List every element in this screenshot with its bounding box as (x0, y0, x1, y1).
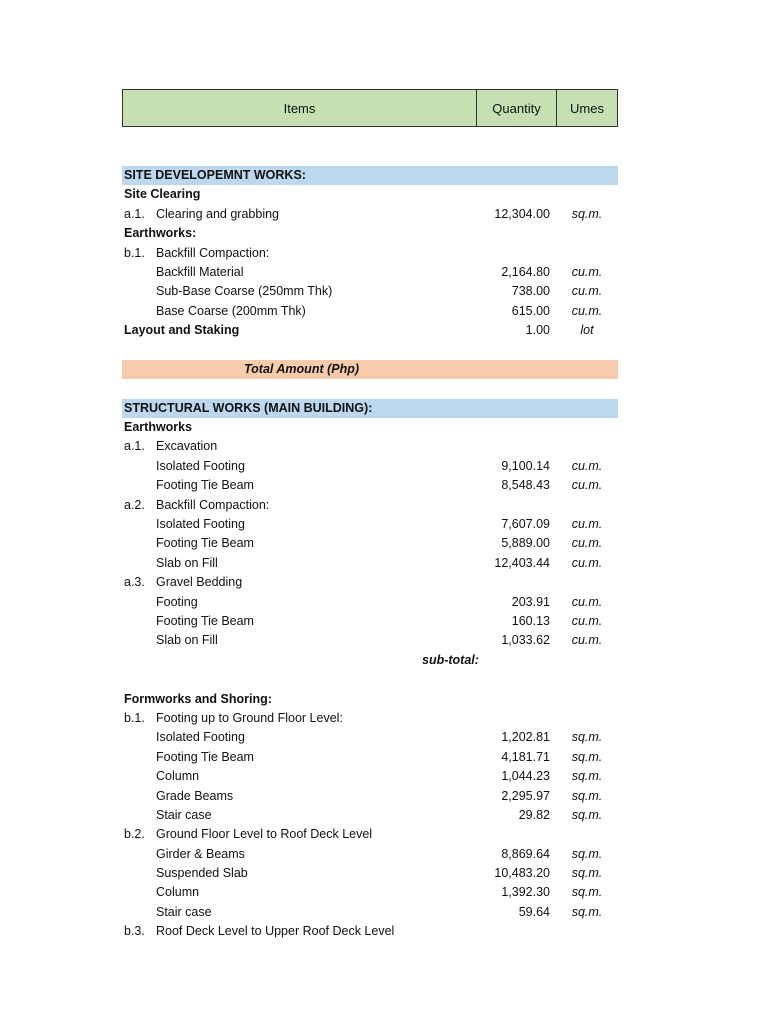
item-label: Isolated Footing (156, 517, 245, 532)
item-row (122, 748, 618, 767)
bill-of-quantities (122, 166, 618, 942)
item-code: b.2. (124, 827, 145, 842)
header-items: Items (123, 90, 477, 126)
item-label: Clearing and grabbing (156, 206, 280, 221)
item-row (122, 282, 618, 301)
item-row (122, 612, 618, 631)
item-quantity: 8,869.64 (501, 846, 550, 861)
header-quantity: Quantity (477, 90, 557, 126)
item-row (122, 496, 618, 515)
item-code: a.2. (124, 497, 145, 512)
item-label: Footing Tie Beam (156, 478, 254, 493)
item-row (122, 437, 618, 456)
item-quantity: 1,202.81 (501, 730, 550, 745)
item-label: Gravel Bedding (156, 575, 243, 590)
item-unit: cu.m. (571, 284, 603, 299)
item-label: Ground Floor Level to Roof Deck Level (156, 827, 373, 842)
item-row (122, 864, 618, 883)
item-unit: sq.m. (571, 769, 603, 784)
item-code: a.1. (124, 206, 145, 221)
item-unit: sq.m. (571, 846, 603, 861)
item-label: Total Amount (Php) (244, 361, 360, 376)
item-label: Backfill Material (156, 264, 244, 279)
item-row (122, 515, 618, 534)
item-row (122, 244, 618, 263)
item-row (122, 534, 618, 553)
item-label: Stair case (156, 904, 212, 919)
section-row (122, 399, 618, 418)
item-label: Footing (156, 594, 198, 609)
item-label: Isolated Footing (156, 458, 245, 473)
item-quantity: 203.91 (511, 594, 550, 609)
table-header (122, 89, 618, 127)
blank-row (122, 341, 618, 360)
item-label: Footing Tie Beam (156, 613, 254, 628)
item-code: b.3. (124, 924, 145, 939)
item-label: Column (156, 885, 200, 900)
item-unit: cu.m. (571, 478, 603, 493)
total-row (122, 360, 618, 379)
item-unit: cu.m. (571, 264, 603, 279)
heading-row (122, 224, 618, 243)
item-unit: cu.m. (571, 517, 603, 532)
item-unit: sq.m. (571, 730, 603, 745)
item-row (122, 767, 618, 786)
item-quantity: 12,304.00 (494, 206, 550, 221)
item-label: Earthworks (124, 420, 193, 435)
item-unit: cu.m. (571, 613, 603, 628)
heading-row (122, 690, 618, 709)
item-row (122, 787, 618, 806)
item-label: Earthworks: (124, 226, 197, 241)
item-label: Site Clearing (124, 187, 201, 202)
item-unit: sq.m. (571, 807, 603, 822)
item-label: Formworks and Shoring: (124, 691, 272, 706)
item-row (122, 825, 618, 844)
item-unit: sq.m. (571, 788, 603, 803)
item-label: Grade Beams (156, 788, 234, 803)
item-quantity: 615.00 (511, 303, 550, 318)
item-label: Girder & Beams (156, 846, 245, 861)
item-unit: cu.m. (571, 633, 603, 648)
item-label: Suspended Slab (156, 866, 248, 881)
item-row (122, 263, 618, 282)
item-label: Roof Deck Level to Upper Roof Deck Level (156, 924, 395, 939)
item-label: Backfill Compaction: (156, 245, 270, 260)
item-code: a.1. (124, 439, 145, 454)
item-unit: cu.m. (571, 458, 603, 473)
item-label: Stair case (156, 807, 212, 822)
item-unit: sq.m. (571, 866, 603, 881)
section-row (122, 166, 618, 185)
item-quantity: 1,044.23 (501, 769, 550, 784)
item-unit: cu.m. (571, 594, 603, 609)
item-quantity: 2,164.80 (501, 264, 550, 279)
item-label: Footing up to Ground Floor Level: (156, 710, 343, 725)
item-row (122, 806, 618, 825)
item-quantity: 10,483.20 (494, 866, 550, 881)
item-row (122, 728, 618, 747)
item-unit: sq.m. (571, 749, 603, 764)
item-unit: sq.m. (571, 206, 603, 221)
header-umes: Umes (570, 100, 604, 116)
item-label: sub-total: (422, 652, 479, 667)
item-quantity: 59.64 (518, 904, 550, 919)
item-quantity: 738.00 (511, 284, 550, 299)
item-quantity: 9,100.14 (501, 458, 550, 473)
item-quantity: 5,889.00 (501, 536, 550, 551)
item-quantity: 2,295.97 (501, 788, 550, 803)
item-quantity: 4,181.71 (501, 749, 550, 764)
item-label: Base Coarse (200mm Thk) (156, 303, 306, 318)
item-label: Layout and Staking (124, 323, 240, 338)
item-row (122, 302, 618, 321)
subtotal-row (122, 651, 618, 670)
item-label: Footing Tie Beam (156, 749, 254, 764)
item-row (122, 883, 618, 902)
item-row (122, 476, 618, 495)
item-row (122, 903, 618, 922)
item-unit: sq.m. (571, 904, 603, 919)
item-row (122, 593, 618, 612)
item-row (122, 554, 618, 573)
item-quantity: 160.13 (511, 613, 550, 628)
item-row (122, 205, 618, 224)
item-label: Footing Tie Beam (156, 536, 254, 551)
item-unit: cu.m. (571, 555, 603, 570)
item-unit: cu.m. (571, 536, 603, 551)
item-row (122, 709, 618, 728)
item-unit: sq.m. (571, 885, 603, 900)
item-label: SITE DEVELOPEMNT WORKS: (124, 168, 306, 182)
item-label: STRUCTURAL WORKS (MAIN BUILDING): (124, 400, 373, 415)
item-quantity: 1,392.30 (501, 885, 550, 900)
blank-row (122, 379, 618, 398)
item-quantity: 12,403.44 (494, 555, 550, 570)
item-code: b.1. (124, 710, 145, 725)
item-row (122, 922, 618, 941)
item-row (122, 457, 618, 476)
item-quantity: 1.00 (525, 323, 550, 338)
heading-row (122, 185, 618, 204)
item-code: a.3. (124, 575, 145, 590)
item-row (122, 573, 618, 592)
item-label: Slab on Fill (156, 555, 218, 570)
item-code: b.1. (124, 245, 145, 260)
item-unit: cu.m. (571, 303, 603, 318)
item-quantity: 1,033.62 (501, 633, 550, 648)
item-row (122, 631, 618, 650)
item-label: Column (156, 769, 200, 784)
item-label: Slab on Fill (156, 633, 218, 648)
item-unit: lot (580, 323, 594, 338)
heading-row (122, 321, 618, 340)
item-label: Backfill Compaction: (156, 497, 270, 512)
blank-row (122, 670, 618, 689)
item-quantity: 29.82 (518, 807, 550, 822)
item-quantity: 7,607.09 (501, 517, 550, 532)
item-label: Isolated Footing (156, 730, 245, 745)
item-label: Excavation (156, 439, 218, 454)
heading-row (122, 418, 618, 437)
item-quantity: 8,548.43 (501, 478, 550, 493)
item-label: Sub-Base Coarse (250mm Thk) (156, 284, 333, 299)
item-row (122, 845, 618, 864)
